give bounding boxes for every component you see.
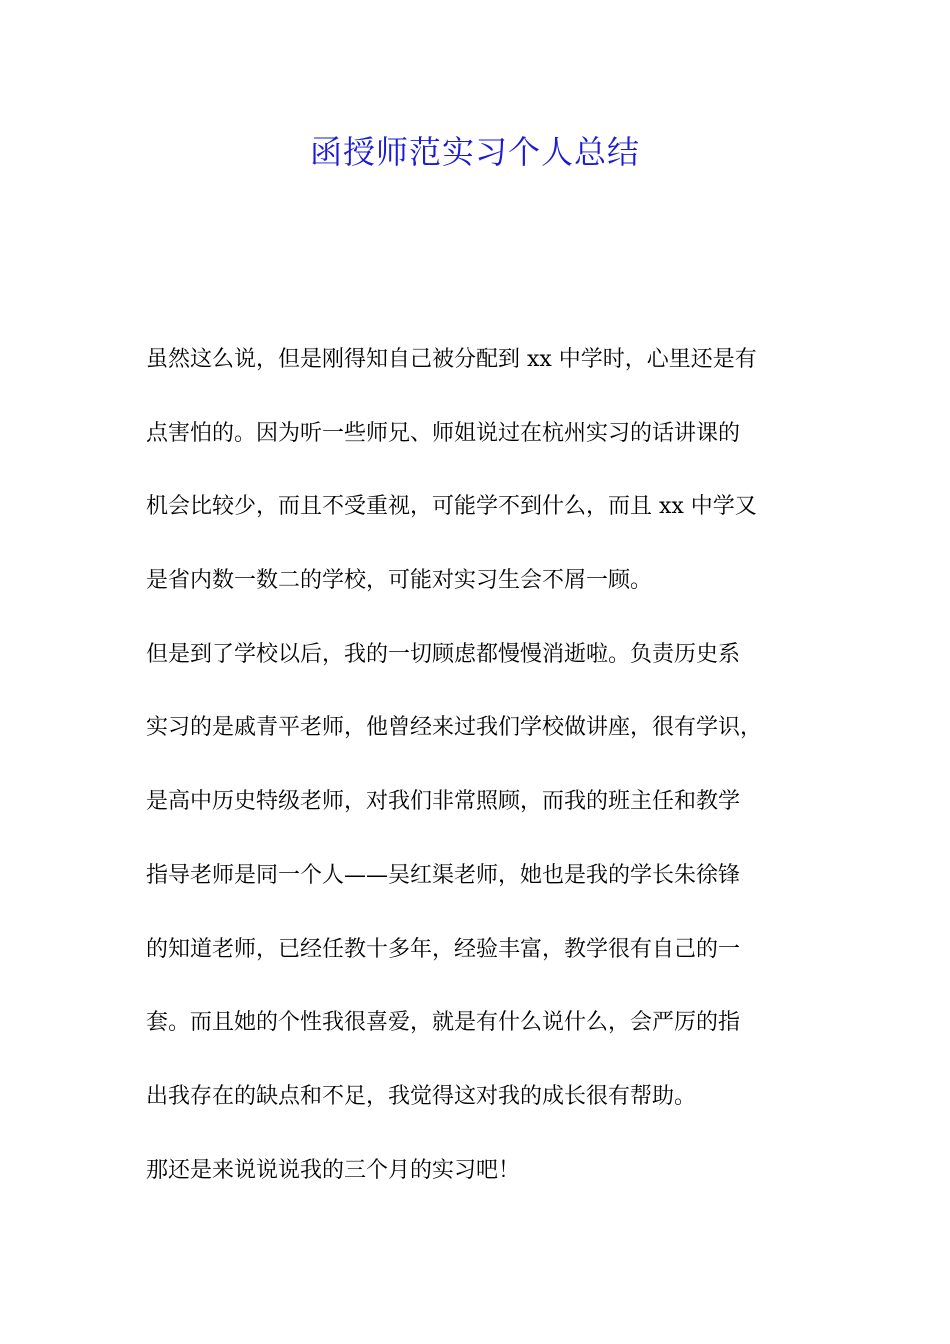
body-line: 套。而且她的个性我很喜爱，就是有什么说什么，会严厉的指	[146, 1010, 741, 1036]
document-body	[146, 340, 816, 1224]
body-line: 但是到了学校以后，我的一切顾虑都慢慢消逝啦。负责历史系	[146, 641, 741, 667]
body-line: 指导老师是同一个人——吴红渠老师，她也是我的学长朱徐锋	[146, 862, 741, 888]
body-line: 是高中历史特级老师，对我们非常照顾，而我的班主任和教学	[146, 789, 741, 815]
body-line: 虽然这么说，但是刚得知自己被分配到 xx 中学时，心里还是有	[146, 347, 757, 372]
body-line: 的知道老师，已经任教十多年，经验丰富，教学很有自己的一	[146, 936, 741, 962]
body-line: 那还是来说说说我的三个月的实习吧！	[146, 1157, 521, 1183]
document-title: 函授师范实习个人总结	[309, 133, 640, 171]
body-line: 机会比较少，而且不受重视，可能学不到什么，而且 xx 中学又	[146, 494, 757, 520]
body-line: 实习的是戚青平老师，他曾经来过我们学校做讲座，很有学识，	[146, 715, 763, 741]
body-line: 出我存在的缺点和不足，我觉得这对我的成长很有帮助。	[146, 1083, 697, 1109]
body-line: 是省内数一数二的学校，可能对实习生会不屑一顾。	[146, 568, 653, 594]
body-line: 点害怕的。因为听一些师兄、师姐说过在杭州实习的话讲课的	[146, 420, 741, 446]
